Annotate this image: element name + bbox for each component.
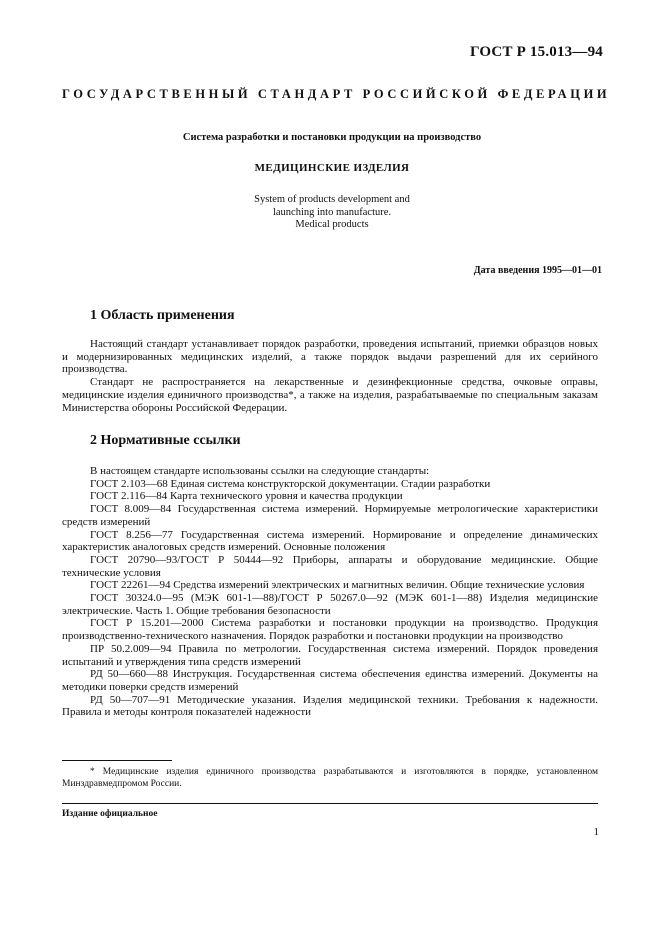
section-body-scope (62, 338, 598, 414)
reference-item: ГОСТ 8.256—77 Государственная система измерений. Нормирование и определение динамических характеристик аналоговых средств измерений. Основные положения (62, 528, 598, 554)
paragraph: Настоящий стандарт устанавливает порядок разработки, проведения испытаний, приемки образцов новых и модернизированных медицинских изделий, а также порядок выдачи разрешений для их серийного производства. (62, 338, 598, 376)
reference-item: РД 50—660—88 Инструкция. Государственная система обеспечения единства измерений. Документы на методики поверки средств измерений (62, 668, 598, 693)
edition-label: Издание официальное (62, 809, 158, 819)
product-title: МЕДИЦИНСКИЕ ИЗДЕЛИЯ (254, 162, 410, 174)
reference-item: ГОСТ 2.116—84 Карта технического уровня и качества продукции (90, 490, 403, 503)
section-body-references (62, 465, 598, 719)
footer-divider (62, 803, 598, 804)
reference-item: ГОСТ 2.103—68 Единая система конструкторской документации. Стадии разработки (90, 477, 491, 490)
references-intro: В настоящем стандарте использованы ссылки на следующие стандарты: (90, 465, 430, 477)
english-title-line: launching into manufacture. (272, 206, 392, 218)
reference-item: ГОСТ 22261—94 Средства измерений электрических и магнитных величин. Общие технические условия (90, 579, 585, 592)
page-number: 1 (593, 826, 599, 838)
standard-banner: ГОСУДАРСТВЕННЫЙ СТАНДАРТ РОССИЙСКОЙ ФЕДЕРАЦИИ (62, 87, 611, 101)
introduction-date: Дата введения 1995—01—01 (473, 265, 602, 276)
section-heading-scope: 1 Область применения (90, 308, 235, 323)
system-title: Система разработки и постановки продукции на производство (182, 132, 482, 143)
document-code: ГОСТ Р 15.013—94 (470, 44, 603, 60)
footnote (62, 766, 598, 790)
reference-item: ГОСТ Р 15.201—2000 Система разработки и постановки продукции на производство. Продукция производственно-технического назначения. Порядок разработки и постановки продукции на производство (62, 617, 598, 643)
reference-item: ГОСТ 20790—93/ГОСТ Р 50444—92 Приборы, аппараты и оборудование медицинские. Общие технические условия (62, 553, 598, 579)
paragraph: Стандарт не распространяется на лекарственные и дезинфекционные средства, очковые оправы, медицинские изделия единичного производства*, а также на изделия, разрабатываемые по специальным заказам Министерства обороны Российской Федерации. (62, 376, 598, 414)
reference-item: РД 50—707—91 Методические указания. Изделия медицинской техники. Требования к надежности. Правила и методы контроля показателей надежности (62, 693, 598, 719)
english-title-line: System of products development and (254, 194, 410, 205)
english-title-line: Medical products (295, 219, 369, 230)
english-title (62, 194, 602, 232)
footnote-divider (62, 760, 172, 761)
reference-item: ГОСТ 8.009—84 Государственная система измерений. Нормируемые метрологические характеристики средств измерений (62, 503, 598, 528)
footnote-text: * Медицинские изделия единичного производства разрабатываются и изготовляются в порядке, установленном Минздравмедпромом России. (62, 767, 598, 789)
reference-item: ПР 50.2.009—94 Правила по метрологии. Государственная система измерений. Порядок проведения испытаний и утверждения типа средств измерений (62, 642, 598, 668)
reference-item: ГОСТ 30324.0—95 (МЭК 601-1—88)/ГОСТ Р 50267.0—92 (МЭК 601-1—88) Изделия медицинские электрические. Часть 1. Общие требования безопасности (62, 592, 598, 617)
section-heading-references: 2 Нормативные ссылки (90, 433, 241, 448)
